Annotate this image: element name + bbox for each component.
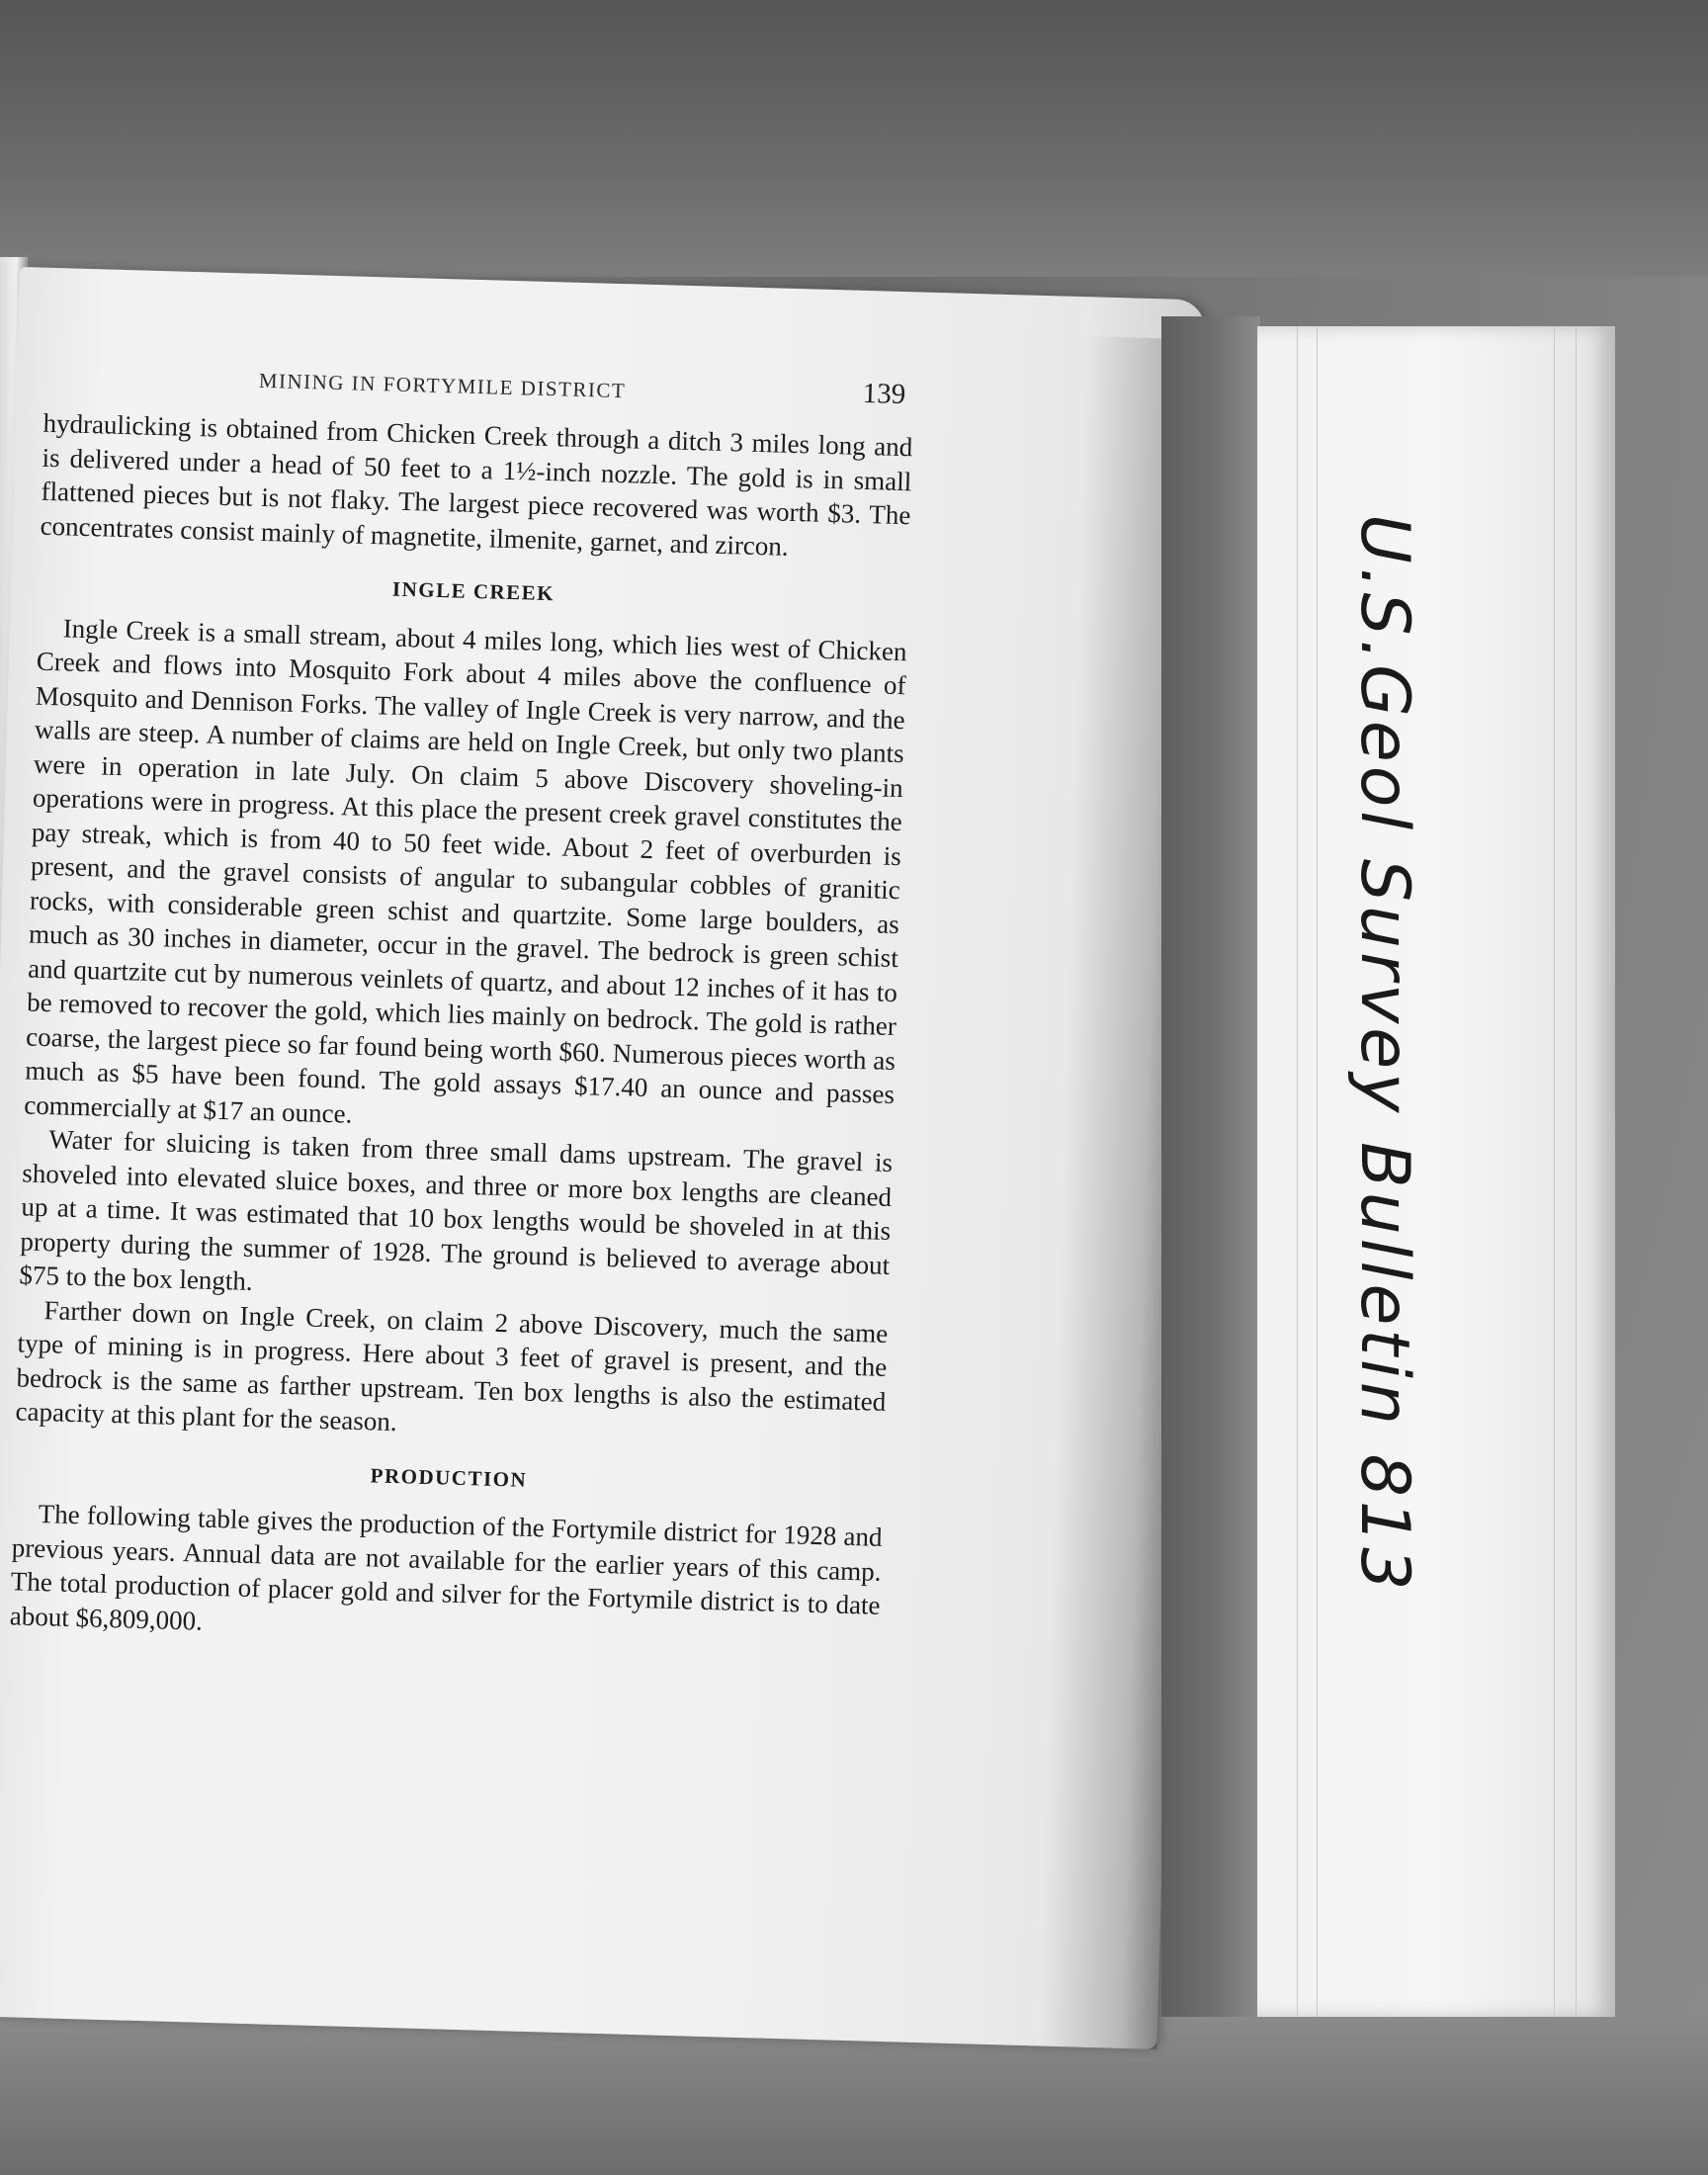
book-page <box>0 267 1206 2049</box>
ingle-paragraph-3: Farther down on Ingle Creek, on claim 2 above Discovery, much the same type of mining is in progress. Here about 3 feet of gravel is present, and the bedrock is the same as farther upstream. Ten box lengths is also the estimated capacity at this plant for the season. <box>15 1294 889 1437</box>
ingle-paragraph-1: Ingle Creek is a small stream, about 4 miles long, which lies west of Chicken Creek and flows into Mosquito Fork about 4 miles above the confluence of Mosquito and Dennison Forks. The valley of Ingle Creek is very narrow, and the walls are steep. A number of claims are held on Ingle Creek, but only two plants were in operation in late July. On claim 5 above Discovery shoveling-in operations were in progress. At this place the present creek gravel constitutes the pay streak, which is from 40 to 50 feet wide. About 2 feet of overburden is present, and the gravel consists of angular to subangular cobbles of granitic rocks, with considerable green schist and quartzite. Some large boulders, as much as 30 inches in diameter, occur in the gravel. The bedrock is green schist and quartzite cut by numerous veinlets of quartz, and about 12 inches of it has to be removed to recover the gold, which lies mainly on bedrock. The gold is rather coarse, the largest piece so far found being worth $60. Numerous pieces worth as much as $5 have been found. The gold assays $17.40 an ounce and passes commercially at $17 an ounce. <box>23 612 907 1129</box>
slip-ruled-line <box>1297 326 1298 2017</box>
slip-ruled-line <box>1554 326 1555 2017</box>
ingle-paragraph-2: Water for sluicing is taken from three small dams upstream. The gravel is shoveled into elevated sluice boxes, and three or more box lengths are cleaned up at a time. It was estimated that 10 box lengths would be shoveled in at this property during the summer of 1928. The ground is believed to average about $75 to the box length. <box>19 1124 894 1296</box>
handwritten-note: U.S.Geol Survey Bulletin 813 <box>1345 514 1423 1595</box>
heading-production: PRODUCTION <box>370 1462 528 1492</box>
slip-shadow <box>1161 316 1260 2017</box>
slip-ruled-line <box>1576 326 1577 2017</box>
running-head: MINING IN FORTYMILE DISTRICT <box>258 368 627 403</box>
intro-paragraph: hydraulicking is obtained from Chicken Creek through a ditch 3 miles long and is delivered under a head of 50 feet to a 1½-inch nozzle. The gold is in small flattened pieces but is not flaky. The largest piece recovered was worth $3. The concentrates consist mainly of magnetite, ilmenite, garnet, and zircon. <box>40 407 913 562</box>
page-body <box>9 406 912 1657</box>
heading-ingle-creek: INGLE CREEK <box>391 576 555 606</box>
slip-ruled-line <box>1317 326 1318 2017</box>
page-number: 139 <box>862 377 906 411</box>
production-paragraph: The following table gives the production of the Fortymile district for 1928 and previous years. Annual data are not available for the earlier years of this camp. The total production of placer gold and silver for the Fortymile district is to date about $6,809,000. <box>9 1499 883 1636</box>
paper-slip <box>1257 326 1615 2017</box>
scan-top-shadow <box>0 0 1708 277</box>
